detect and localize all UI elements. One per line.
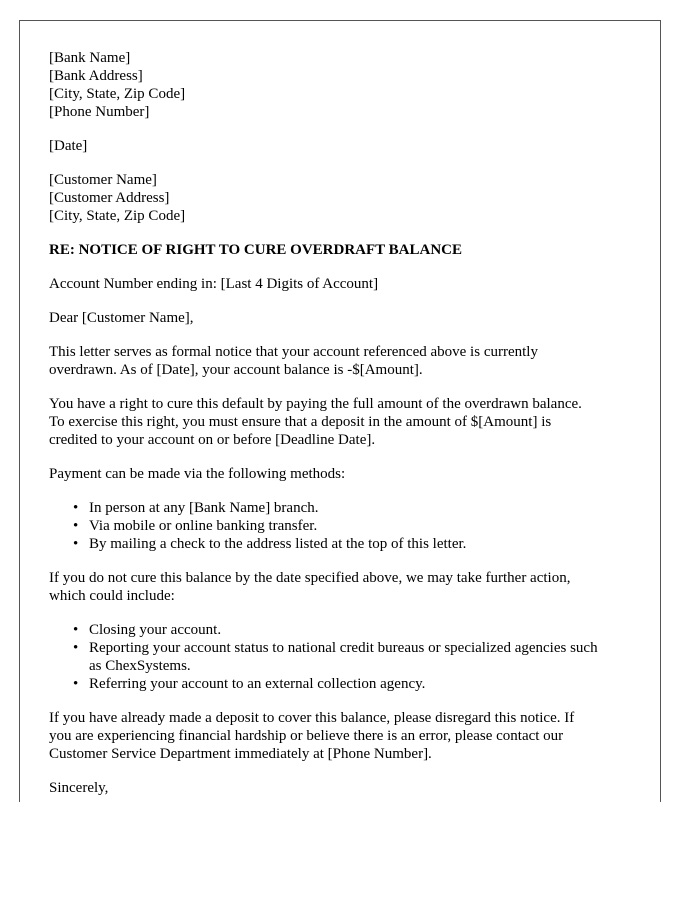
date-text: [Date] (49, 138, 88, 154)
letter-date (49, 137, 649, 155)
subject-line: RE: NOTICE OF RIGHT TO CURE OVERDRAFT BALANCE (49, 242, 462, 258)
paragraph-line: which could include: (49, 588, 175, 604)
recipient-name: [Customer Name] (49, 172, 157, 188)
sender-city-state-zip: [City, State, Zip Code] (49, 86, 186, 102)
list-item-text: In person at any [Bank Name] branch. (89, 500, 319, 516)
list-item (73, 639, 649, 675)
list-item (73, 535, 649, 553)
list-item (73, 499, 649, 517)
list-item-text: Via mobile or online banking transfer. (89, 518, 318, 534)
recipient-address: [Customer Address] (49, 190, 170, 206)
list-item (73, 621, 649, 639)
paragraph-line: If you do not cure this balance by the date specified above, we may take further action, (49, 570, 571, 586)
paragraph-line: Customer Service Department immediately at [Phone Number]. (49, 746, 432, 762)
list-item-text: By mailing a check to the address listed at the top of this letter. (89, 536, 467, 552)
list-item (73, 517, 649, 535)
list-item-text: Reporting your account status to national credit bureaus or specialized agencies such (89, 640, 598, 656)
signoff: Sincerely, (49, 780, 109, 796)
payment-methods-list (49, 499, 649, 553)
list-item-text: Referring your account to an external collection agency. (89, 676, 426, 692)
paragraph-line: you are experiencing financial hardship or believe there is an error, please contact our (49, 728, 564, 744)
payment-intro: Payment can be made via the following methods: (49, 466, 346, 482)
further-actions-list (49, 621, 649, 693)
sender-block (49, 49, 649, 121)
paragraph-overdraft-notice (49, 343, 649, 379)
recipient-block (49, 171, 649, 225)
further-action-intro (49, 569, 649, 605)
bullet-icon: • (73, 500, 79, 516)
sender-bank-name: [Bank Name] (49, 50, 131, 66)
paragraph-line: To exercise this right, you must ensure that a deposit in the amount of $[Amount] is (49, 414, 552, 430)
bullet-icon: • (73, 622, 79, 638)
bullet-icon: • (73, 518, 79, 534)
paragraph-line: overdrawn. As of [Date], your account balance is -$[Amount]. (49, 362, 423, 378)
salutation: Dear [Customer Name], (49, 310, 194, 326)
letter-page (19, 20, 661, 802)
sender-bank-address: [Bank Address] (49, 68, 143, 84)
paragraph-closing (49, 709, 649, 763)
list-item-text: as ChexSystems. (89, 658, 191, 674)
bullet-icon: • (73, 536, 79, 552)
bullet-icon: • (73, 640, 79, 656)
paragraph-right-to-cure (49, 395, 649, 449)
recipient-city-state-zip: [City, State, Zip Code] (49, 208, 186, 224)
paragraph-line: This letter serves as formal notice that your account referenced above is currently (49, 344, 538, 360)
list-item (73, 675, 649, 693)
paragraph-line: credited to your account on or before [Deadline Date]. (49, 432, 376, 448)
bullet-icon: • (73, 676, 79, 692)
list-item-text: Closing your account. (89, 622, 222, 638)
letter-content (49, 49, 649, 802)
paragraph-line: You have a right to cure this default by paying the full amount of the overdrawn balance. (49, 396, 582, 412)
account-line: Account Number ending in: [Last 4 Digits of Account] (49, 276, 379, 292)
sender-phone: [Phone Number] (49, 104, 150, 120)
paragraph-line: If you have already made a deposit to cover this balance, please disregard this notice. If (49, 710, 575, 726)
